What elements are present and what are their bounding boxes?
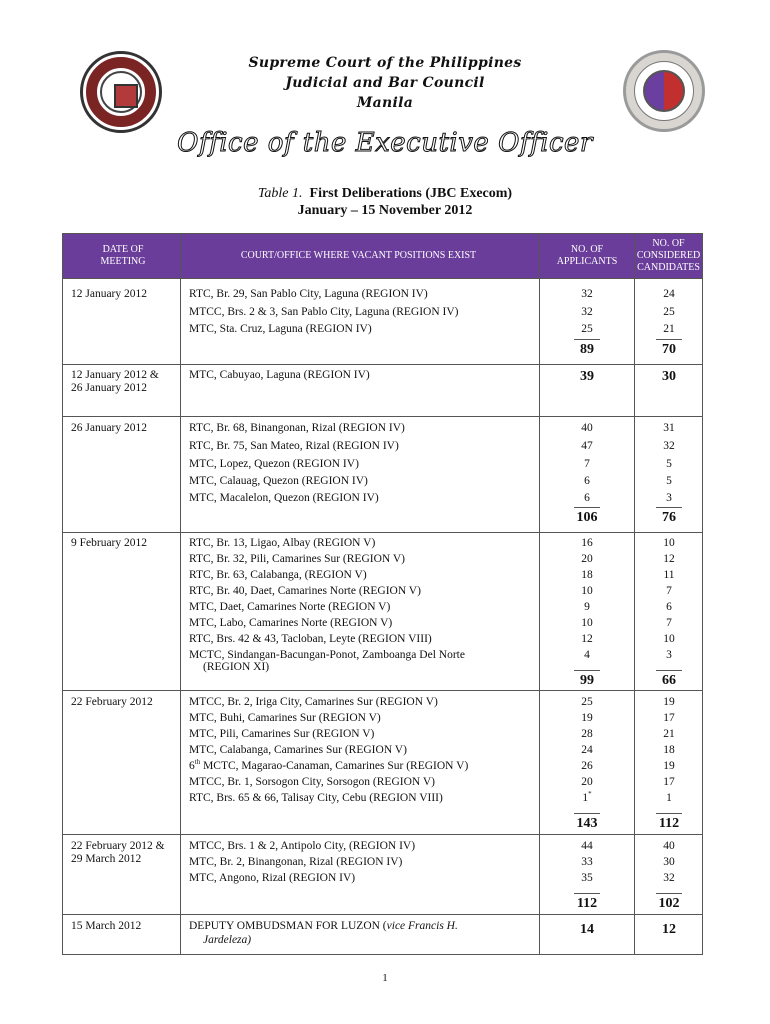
court-name	[189, 306, 459, 318]
court-name	[189, 872, 355, 884]
applicants-count	[557, 856, 617, 868]
court-text: RTC, Brs. 42 & 43, Tacloban, Leyte (REGION VIII)	[189, 633, 432, 645]
candidates-count: 17	[663, 776, 675, 788]
total-applicants: 39	[580, 369, 594, 384]
candidates-count: 32	[663, 440, 675, 452]
office-title: Office of the Executive Officer	[177, 128, 593, 158]
court-ordinal-suffix: th	[194, 758, 201, 767]
court-name	[189, 458, 359, 470]
table-caption	[0, 186, 770, 202]
applicants-count	[557, 537, 617, 549]
column-divider	[634, 234, 635, 954]
candidates-count: 5	[666, 475, 672, 487]
applicants-count	[557, 601, 617, 613]
court-name	[189, 601, 390, 613]
meeting-date: 12 January 2012 &	[71, 369, 159, 381]
applicants-value: 44	[581, 840, 593, 852]
court-name	[189, 712, 381, 724]
footnote-mark: *	[588, 790, 592, 799]
subtotal-rule	[574, 670, 600, 671]
applicants-value: 4	[584, 649, 590, 661]
court-text: MTC, Calabanga, Camarines Sur (REGION V)	[189, 744, 407, 756]
court-text: MTC, Daet, Camarines Norte (REGION V)	[189, 601, 391, 613]
applicants-count	[557, 553, 617, 565]
header-divider	[63, 278, 702, 279]
court-text: RTC, Br. 68, Binangonan, Rizal (REGION IV)	[189, 422, 405, 434]
applicants-count	[557, 633, 617, 645]
applicants-value: 25	[581, 696, 593, 708]
court-name	[189, 728, 374, 740]
applicants-count	[557, 492, 617, 504]
column-divider	[180, 234, 181, 954]
applicants-value: 18	[581, 569, 593, 581]
applicants-count	[557, 306, 617, 318]
candidates-count: 40	[663, 840, 675, 852]
header-court: COURT/OFFICE WHERE VACANT POSITIONS EXIST	[240, 250, 477, 261]
city-name: Manila	[356, 95, 414, 111]
table-header	[63, 234, 702, 278]
court-text: MCTC, Sindangan-Bacungan-Ponot, Zamboanga Del Norte	[189, 649, 465, 661]
applicants-count	[557, 585, 617, 597]
total-candidates: 112	[658, 816, 680, 831]
court-name	[189, 760, 468, 772]
subtotal-rule	[574, 893, 600, 894]
page-number: 1	[382, 972, 388, 984]
applicants-value: 1	[582, 792, 589, 804]
applicants-count	[557, 744, 617, 756]
meeting-date: 26 January 2012	[71, 422, 148, 434]
applicants-value: 7	[584, 458, 590, 470]
court-text: RTC, Br. 63, Calabanga, (REGION V)	[189, 569, 367, 581]
applicants-count	[557, 792, 617, 804]
applicants-value: 10	[581, 585, 593, 597]
applicants-value: 26	[581, 760, 593, 772]
applicants-value: 20	[581, 776, 593, 788]
court-text: MTC, Calauag, Quezon (REGION IV)	[189, 475, 368, 487]
meeting-date: 9 February 2012	[71, 537, 148, 549]
court-note: vice Francis H.	[386, 920, 458, 932]
court-text: MTCC, Brs. 2 & 3, San Pablo City, Laguna (REGION IV)	[189, 306, 459, 318]
candidates-count: 18	[663, 744, 675, 756]
total-candidates: 30	[662, 369, 676, 384]
subtotal-rule	[656, 670, 682, 671]
court-ordinal: 6	[189, 760, 195, 772]
column-divider	[539, 234, 540, 954]
candidates-count: 3	[666, 649, 672, 661]
meeting-date: 26 January 2012	[71, 382, 148, 394]
applicants-count	[557, 872, 617, 884]
court-name-continued: (REGION XI)	[203, 661, 270, 673]
applicants-count	[557, 475, 617, 487]
total-applicants: 106	[576, 510, 598, 525]
total-applicants: 89	[580, 342, 594, 357]
total-candidates: 70	[662, 342, 676, 357]
applicants-value: 25	[581, 323, 593, 335]
meeting-date: 22 February 2012	[71, 696, 153, 708]
applicants-value: 33	[581, 856, 593, 868]
candidates-count: 5	[666, 458, 672, 470]
court-name	[189, 649, 465, 661]
applicants-value: 10	[581, 617, 593, 629]
row-divider	[63, 532, 702, 533]
candidates-count: 17	[663, 712, 675, 724]
court-text: MTC, Angono, Rizal (REGION IV)	[189, 872, 356, 884]
header-date: DATE OF MEETING	[100, 244, 146, 267]
court-text: MCTC, Magarao-Canaman, Camarines Sur (REGION V)	[200, 760, 469, 772]
header-candidates: NO. OF CONSIDERED CANDIDATES	[636, 238, 701, 273]
applicants-count	[557, 712, 617, 724]
court-name	[189, 920, 458, 932]
court-name	[189, 440, 399, 452]
court-name	[189, 569, 367, 581]
meeting-date: 22 February 2012 &	[71, 840, 165, 852]
candidates-count: 19	[663, 696, 675, 708]
court-text: MTC, Lopez, Quezon (REGION IV)	[189, 458, 359, 470]
header-applicants: NO. OF APPLICANTS	[556, 244, 618, 267]
applicants-value: 40	[581, 422, 593, 434]
court-name	[189, 792, 443, 804]
row-divider	[63, 690, 702, 691]
applicants-value: 47	[581, 440, 593, 452]
candidates-count: 31	[663, 422, 675, 434]
court-name	[189, 537, 375, 549]
court-text: RTC, Br. 13, Ligao, Albay (REGION V)	[189, 537, 376, 549]
applicants-count	[557, 569, 617, 581]
meeting-date: 29 March 2012	[71, 853, 142, 865]
court-text: DEPUTY OMBUDSMAN FOR LUZON (	[189, 920, 387, 932]
court-text: MTC, Sta. Cruz, Laguna (REGION IV)	[189, 323, 372, 335]
deliberations-table	[62, 233, 703, 955]
court-name	[189, 696, 438, 708]
subtotal-rule	[574, 339, 600, 340]
subtotal-rule	[656, 507, 682, 508]
candidates-count: 7	[666, 585, 672, 597]
applicants-value: 28	[581, 728, 593, 740]
total-applicants: 99	[580, 673, 594, 688]
court-text: RTC, Br. 40, Daet, Camarines Norte (REGION V)	[189, 585, 421, 597]
row-divider	[63, 416, 702, 417]
subtotal-rule	[574, 813, 600, 814]
candidates-count: 19	[663, 760, 675, 772]
court-name	[189, 617, 392, 629]
meeting-date: 12 January 2012	[71, 288, 148, 300]
subtotal-rule	[574, 507, 600, 508]
applicants-value: 24	[581, 744, 593, 756]
total-applicants: 14	[580, 922, 594, 937]
court-text: RTC, Br. 29, San Pablo City, Laguna (REGION IV)	[189, 288, 428, 300]
candidates-count: 3	[666, 492, 672, 504]
candidates-count: 32	[663, 872, 675, 884]
applicants-value: 16	[581, 537, 593, 549]
applicants-count	[557, 288, 617, 300]
court-name	[189, 323, 372, 335]
candidates-count: 21	[663, 323, 675, 335]
candidates-count: 10	[663, 633, 675, 645]
court-text: MTCC, Br. 2, Iriga City, Camarines Sur (REGION V)	[189, 696, 438, 708]
total-candidates: 12	[662, 922, 676, 937]
row-divider	[63, 834, 702, 835]
court-text: MTC, Labo, Camarines Norte (REGION V)	[189, 617, 393, 629]
court-name	[189, 585, 421, 597]
court-text: MTC, Br. 2, Binangonan, Rizal (REGION IV)	[189, 856, 403, 868]
subtotal-rule	[656, 893, 682, 894]
court-name	[189, 288, 428, 300]
court-name	[189, 422, 405, 434]
applicants-value: 6	[584, 475, 590, 487]
total-applicants: 112	[576, 896, 598, 911]
applicants-count	[557, 440, 617, 452]
applicants-count	[557, 649, 617, 661]
court-text: RTC, Brs. 65 & 66, Talisay City, Cebu (REGION VIII)	[189, 792, 443, 804]
candidates-count: 25	[663, 306, 675, 318]
candidates-count: 7	[666, 617, 672, 629]
court-name	[189, 776, 435, 788]
applicants-value: 19	[581, 712, 593, 724]
court-text: MTCC, Br. 1, Sorsogon City, Sorsogon (REGION V)	[189, 776, 435, 788]
table-period: January – 15 November 2012	[297, 203, 473, 218]
court-name	[189, 744, 407, 756]
applicants-value: 6	[584, 492, 590, 504]
applicants-value: 35	[581, 872, 593, 884]
court-name	[189, 633, 432, 645]
court-name	[189, 475, 368, 487]
applicants-count	[557, 323, 617, 335]
council-name: Judicial and Bar Council	[285, 75, 485, 91]
court-text: MTCC, Brs. 1 & 2, Antipolo City, (REGION IV)	[189, 840, 416, 852]
table-title: First Deliberations (JBC Execom)	[309, 186, 513, 201]
total-candidates: 76	[662, 510, 676, 525]
applicants-value: 32	[581, 288, 593, 300]
applicants-value: 12	[581, 633, 593, 645]
row-divider	[63, 364, 702, 365]
candidates-count: 6	[666, 601, 672, 613]
candidates-count: 10	[663, 537, 675, 549]
court-text: RTC, Br. 75, San Mateo, Rizal (REGION IV)	[189, 440, 399, 452]
applicants-count	[557, 458, 617, 470]
court-note-continued: Jardeleza)	[203, 934, 252, 946]
total-candidates: 102	[658, 896, 680, 911]
applicants-count	[557, 840, 617, 852]
court-text: MTC, Buhi, Camarines Sur (REGION V)	[189, 712, 381, 724]
row-divider	[63, 914, 702, 915]
court-text: RTC, Br. 32, Pili, Camarines Sur (REGION V)	[189, 553, 405, 565]
candidates-count: 30	[663, 856, 675, 868]
applicants-count	[557, 728, 617, 740]
total-candidates: 66	[662, 673, 676, 688]
court-name	[189, 492, 379, 504]
total-applicants: 143	[576, 816, 598, 831]
applicants-count	[557, 760, 617, 772]
table-number: Table 1.	[257, 186, 303, 201]
applicants-value: 32	[581, 306, 593, 318]
court-name	[189, 369, 370, 381]
applicants-count	[557, 696, 617, 708]
candidates-count: 21	[663, 728, 675, 740]
candidates-count: 12	[663, 553, 675, 565]
applicants-value: 9	[584, 601, 590, 613]
applicants-value: 20	[581, 553, 593, 565]
candidates-count: 11	[663, 569, 675, 581]
applicants-count	[557, 776, 617, 788]
court-name	[189, 856, 402, 868]
court-text: MTC, Cabuyao, Laguna (REGION IV)	[189, 369, 370, 381]
candidates-count: 1	[666, 792, 672, 804]
subtotal-rule	[656, 813, 682, 814]
meeting-date: 15 March 2012	[71, 920, 142, 932]
court-name	[189, 840, 415, 852]
court-name	[189, 553, 405, 565]
court-name: Supreme Court of the Philippines	[248, 55, 522, 71]
applicants-count	[557, 422, 617, 434]
candidates-count: 24	[663, 288, 675, 300]
court-text: MTC, Pili, Camarines Sur (REGION V)	[189, 728, 375, 740]
subtotal-rule	[656, 339, 682, 340]
court-text: MTC, Macalelon, Quezon (REGION IV)	[189, 492, 379, 504]
applicants-count	[557, 617, 617, 629]
